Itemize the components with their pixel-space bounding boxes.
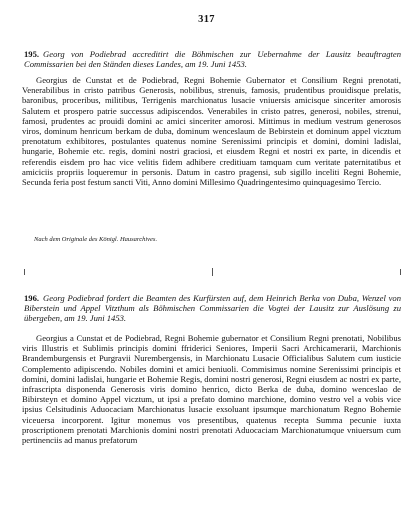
document-195-source-note: Nach dem Originale des Königl. Hausarchives. [34,236,158,243]
document-196-heading-text: Georg Podiebrad fordert die Beamten des Kurfürsten auf, dem Heinrich Berka von Duba, Wenzel von Biberstein und Appel Vitzthum als Böhmischen Commissarien die Vogtei der Lausitz zur Auslösung zu übergeben, am 19. Juni 1453. [24,293,401,323]
document-196-number: 196. [24,293,40,303]
divider-mark-right [400,269,401,275]
document-195-heading-text: Georg von Podiebrad accreditirt die Böhmischen zur Uebernahme der Lausitz beauftragten Commissarien bei den Ständen dieses Landes, am 19. Juni 1453. [24,49,401,69]
divider-mark-left [24,269,25,275]
divider-mark-center [212,268,213,276]
document-195-number: 195. [24,49,40,59]
document-196-body [22,333,401,445]
section-divider [24,268,401,276]
document-196-body-text: Georgius a Cunstat et de Podiebrad, Regni Bohemie gubernator et Consilium Regni prenotati, Nobilibus viris Illustris et Sublimis principis domini ffriderici Seniores, Imperii Sacri Archicamerarii, Marchionis Brandemburgensis et Purgravii Nurembergensis, in Marchionatu Lusacie Officialibus Salutem cum iusticie Complemento adipiscendo. Nobiles domini et amici beniuoli. Commisimus nomine Serenissimi principis et domini, domini ladislai, hungarie et Bohemie Regis, domini nostri generosi, Regni eiusdem ac nostri ex parte, infrascripta disponenda Generosis viris domino henrico, dicto Berka de duba, domino wenceslao de Bibirsteyn et domino Appel vicztum, ut ipsi a prefato domino marchione, domino vestro vel a vobis vice ipsius Celsitudinis Aduocaciam Marchionatus lusacie exsoluant ipsumque marchionatum Regno Bohemie viceuersa incorporent. Igitur monemus vos presentibus, quatenus recepta Summa pecunie iuxta proscriptionem prenotati Marchionis domini nostri prenotati Aduocaciam Marchionatumque vniuersum cum pertinenciis ad manus prefatorum [22,333,401,446]
document-196-heading [24,293,401,323]
page-number: 317 [198,14,215,25]
document-195-body [22,75,401,187]
document-195-body-text: Georgius de Cunstat et de Podiebrad, Regni Bohemie Gubernator et Consilium Regni prenotati, Venerabilibus in cristo patribus Generosis, nobilibus, strenuis, famosis, prudentibus prouidisque prelatis, baronibus, proceribus, militibus, Terrigenis marchionatus lusacie vniuersis amicisque sinceriter amorosis Salutem et prospero patrie successus adipiscendos. Venerabiles in cristo patres, generosi, nobiles, strenui, famosi, prudentes ac prouidi domini ac amici sinceriter amorosi. Mittimus in medium vestrum generosos viros, dominum henricum berkam de duba, dominum wenceslaum de Bebirstein et dominum appel vicztum prenotatum exhibitores, postulantes quatenus nomine Serenissimi principis et domini, domini ladislai, hungarie, Bohemie etc. regis, domini nostri graciosi, et eiusdem Regni et nostri ex parte, in dicendis et referendis eisdem pro hac vice velitis fidem adhibere creditiuam tamquam cum veritate paternitatibus et amiciciis propriis loqueremur in personis. Datum in castro pragensi, sub sigillo inceliti Regni Bohemie, Secunda feria post festum sancti Viti, Anno domini Millesimo Quadringentesimo quinquagesimo Tercio. [22,75,401,188]
document-195-heading [24,49,401,69]
